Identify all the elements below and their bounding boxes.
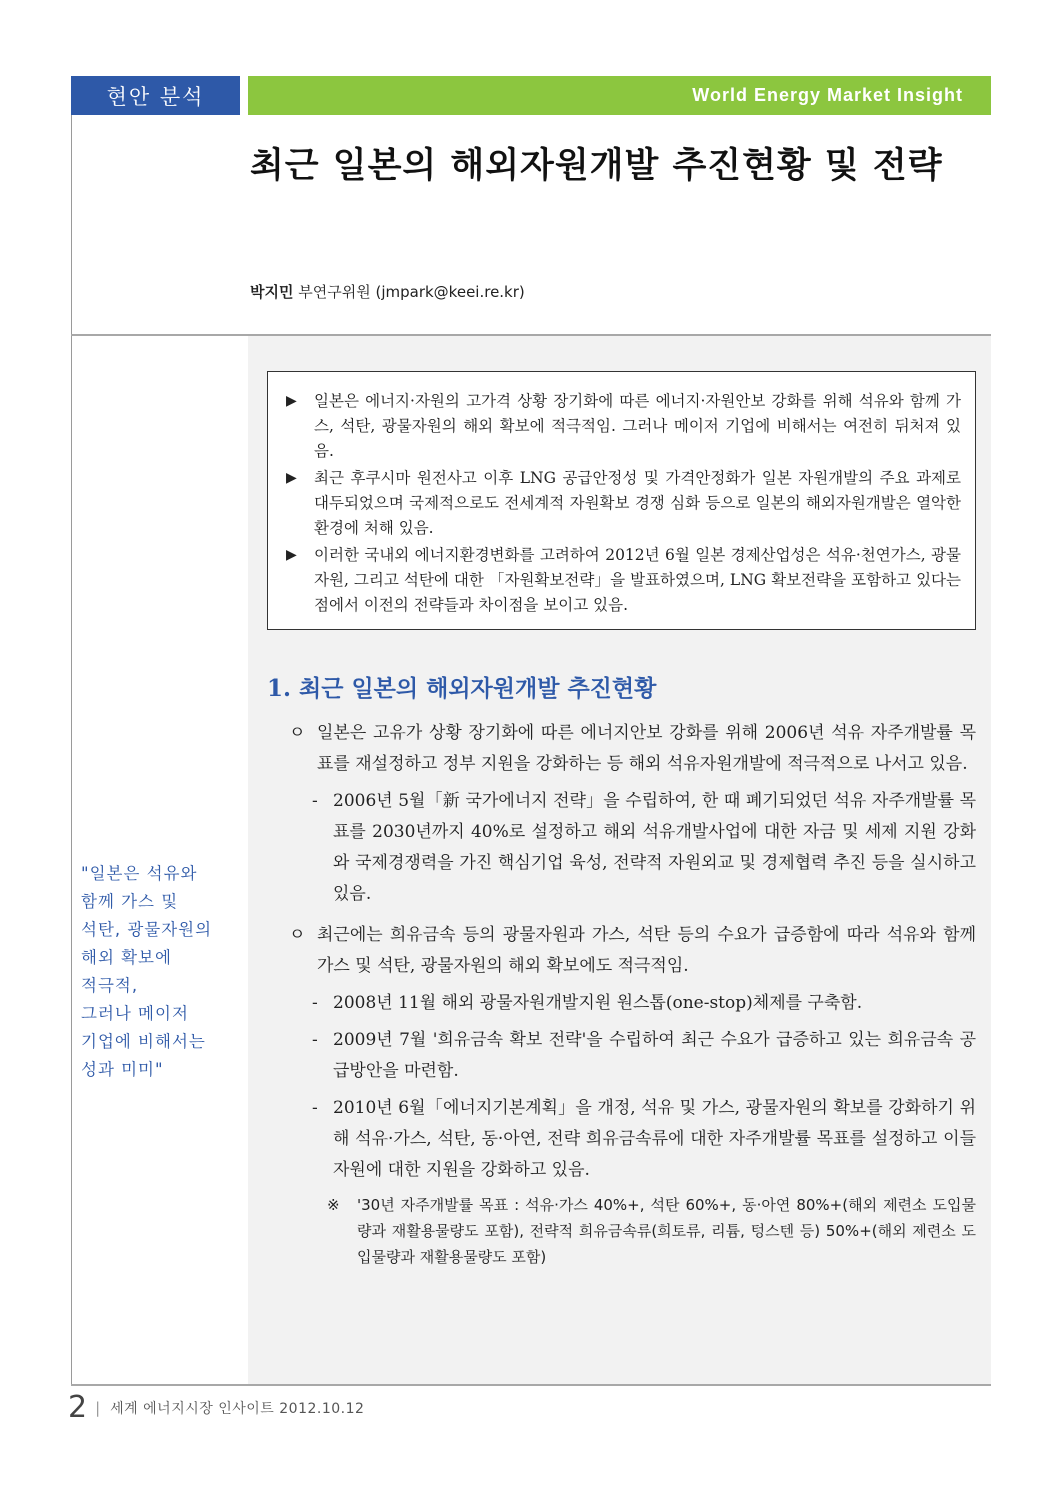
left-rule — [71, 115, 72, 1385]
sub-item — [285, 786, 976, 910]
dash-bullet: - — [312, 791, 318, 811]
dash-bullet: - — [312, 993, 318, 1013]
author-byline — [250, 281, 525, 302]
bullet-triangle-icon: ▶ — [286, 547, 297, 563]
page-title: 최근 일본의 해외자원개발 추진현황 및 전략 — [250, 146, 943, 186]
circle-bullet-icon: ㅇ — [289, 925, 306, 945]
publication-banner: World Energy Market Insight — [248, 76, 991, 115]
pull-quote-line: 그러나 메이저 — [81, 1004, 189, 1023]
paragraph — [285, 718, 976, 780]
pull-quote — [81, 860, 231, 1084]
paragraph-text: 최근에는 희유금속 등의 광물자원과 가스, 석탄 등의 수요가 급증함에 따라 석유와 함께 가스 및 석탄, 광물자원의 해외 확보에도 적극적임. — [317, 925, 976, 976]
summary-item — [284, 543, 961, 618]
pull-quote-line: 성과 미미" — [81, 1060, 164, 1079]
pull-quote-line: 기업에 비해서는 — [81, 1032, 206, 1051]
sub-item-text: 2010년 6월「에너지기본계획」을 개정, 석유 및 가스, 광물자원의 확보를 강화하기 위해 석유·가스, 석탄, 동·아연, 전략 희유금속류에 대한 자주개발률 목표를 설정하고 이들 자원에 대한 지원을 강화하고 있음. — [333, 1098, 976, 1180]
pull-quote-line: 해외 확보에 — [81, 948, 172, 967]
reference-mark-icon: ※ — [327, 1196, 340, 1214]
summary-text: 일본은 에너지·자원의 고가격 상황 장기화에 따른 에너지·자원안보 강화를 위해 석유와 함께 가스, 석탄, 광물자원의 해외 확보에 적극적임. 그러나 메이저 기업에 비해서는 여전히 뒤처져 있음. — [314, 392, 961, 460]
dash-bullet: - — [312, 1030, 318, 1050]
sub-item-text: 2008년 11월 해외 광물자원개발지원 원스톱(one-stop)체제를 구축함. — [333, 993, 863, 1013]
page-footer — [68, 1390, 364, 1425]
circle-bullet-icon: ㅇ — [289, 723, 306, 743]
summary-item — [284, 389, 961, 464]
header-divider — [71, 334, 991, 336]
summary-text: 이러한 국내외 에너지환경변화를 고려하여 2012년 6월 일본 경제산업성은 석유·천연가스, 광물자원, 그리고 석탄에 대한 「자원확보전략」을 발표하였으며, LNG 확보전략을 포함하고 있다는 점에서 이전의 전략들과 차이점을 보이고 있음. — [314, 546, 961, 614]
pull-quote-line: "일본은 석유와 — [81, 864, 198, 883]
sub-item — [285, 988, 976, 1019]
sub-item — [285, 1093, 976, 1186]
section-body — [285, 718, 976, 1270]
pull-quote-line: 함께 가스 및 — [81, 892, 179, 911]
page-number: 2 — [68, 1390, 88, 1425]
bullet-triangle-icon: ▶ — [286, 393, 297, 409]
footer-divider — [71, 1384, 991, 1386]
footer-publication: 세계 에너지시장 인사이트 2012.10.12 — [110, 1400, 365, 1417]
footnote — [285, 1192, 976, 1270]
dash-bullet: - — [312, 1098, 318, 1118]
summary-text: 최근 후쿠시마 원전사고 이후 LNG 공급안정성 및 가격안정화가 일본 자원개발의 주요 과제로 대두되었으며 국제적으로도 전세계적 자원확보 경쟁 심화 등으로 일본의 해외자원개발은 열악한 환경에 처해 있음. — [314, 469, 961, 537]
author-name: 박지민 — [250, 283, 294, 301]
paragraph-text: 일본은 고유가 상황 장기화에 따른 에너지안보 강화를 위해 2006년 석유 자주개발률 목표를 재설정하고 정부 지원을 강화하는 등 해외 석유자원개발에 적극적으로 나서고 있음. — [317, 723, 976, 774]
pull-quote-line: 적극적, — [81, 976, 139, 995]
section-tag: 현안 분석 — [71, 76, 240, 115]
footer-separator: | — [95, 1398, 101, 1417]
sub-item — [285, 1025, 976, 1087]
summary-box — [267, 371, 976, 630]
paragraph — [285, 920, 976, 982]
pull-quote-line: 석탄, 광물자원의 — [81, 920, 213, 939]
footnote-text: '30년 자주개발률 목표 : 석유·가스 40%+, 석탄 60%+, 동·아연 80%+(해외 제련소 도입물량과 재활용물량도 포함), 전략적 희유금속류(희토류, 리튬, 텅스텐 등) 50%+(해외 제련소 도입물량과 재활용물량도 포함) — [357, 1196, 976, 1266]
sub-item-text: 2009년 7월 '희유금속 확보 전략'을 수립하여 최근 수요가 급증하고 있는 희유금속 공급방안을 마련함. — [333, 1030, 976, 1081]
author-title: 부연구위원 (jmpark@keei.re.kr) — [298, 283, 525, 301]
section-heading: 1. 최근 일본의 해외자원개발 추진현황 — [267, 675, 657, 702]
summary-item — [284, 466, 961, 541]
sub-item-text: 2006년 5월「新 국가에너지 전략」을 수립하여, 한 때 폐기되었던 석유 자주개발률 목표를 2030년까지 40%로 설정하고 해외 석유개발사업에 대한 자금 및 세제 지원 강화와 국제경쟁력을 가진 핵심기업 육성, 전략적 자원외교 및 경제협력 추진 등을 실시하고 있음. — [333, 791, 976, 904]
bullet-triangle-icon: ▶ — [286, 470, 297, 486]
